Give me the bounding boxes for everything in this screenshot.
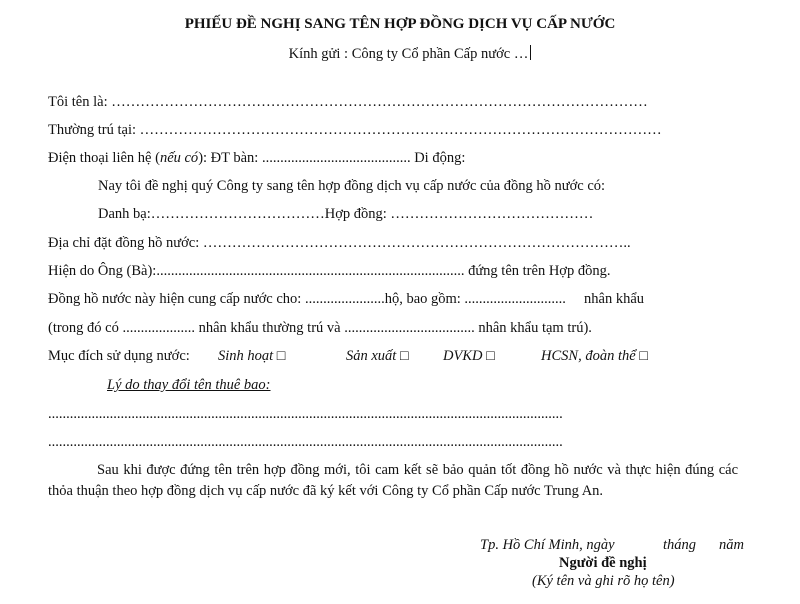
- residents-field[interactable]: (trong đó có .................... nhân khẩu thường trú và .................................... nhân khẩu tạm trú).: [48, 320, 592, 336]
- purpose-option-production[interactable]: Sản xuất □: [346, 348, 409, 364]
- reason-line-1[interactable]: ..............................................................................................................................................: [48, 406, 563, 422]
- signature-requester: Người đề nghị: [559, 555, 647, 571]
- name-field[interactable]: Tôi tên là: …………………………………………………………………………………………………: [48, 94, 648, 110]
- signature-place-date: Tp. Hồ Chí Minh, ngày: [480, 537, 615, 553]
- reason-line-2[interactable]: ..............................................................................................................................................: [48, 434, 563, 450]
- current-holder-field[interactable]: Hiện do Ông (Bà):..................................................................................... đứng tên trên Hợp đồng.: [48, 263, 611, 279]
- phone-suffix: ): ĐT bàn: ......................................... Di động:: [198, 150, 466, 166]
- phone-note: nếu có: [159, 150, 199, 166]
- phone-prefix: Điện thoại liên hệ (: [48, 150, 160, 166]
- residence-field[interactable]: Thường trú tại: ………………………………………………………………………………………………: [48, 122, 662, 138]
- commitment-paragraph: Sau khi được đứng tên trên hợp đồng mới, tôi cam kết sẽ bảo quản tốt đồng hồ nước và thực hiện đúng các thỏa thuận theo hợp đồng dịch vụ cấp nước đã ký kết với Công ty Cổ phần Cấp nước Trung An.: [48, 462, 738, 499]
- text-cursor: [530, 45, 531, 60]
- request-text: Nay tôi đề nghị quý Công ty sang tên hợp đồng dịch vụ cấp nước của đồng hồ nước có:: [98, 178, 606, 194]
- form-title: PHIẾU ĐỀ NGHỊ SANG TÊN HỢP ĐỒNG DỊCH VỤ CẤP NƯỚC: [184, 16, 616, 32]
- signature-instruction: (Ký tên và ghi rõ họ tên): [532, 573, 675, 589]
- greeting-text: Kính gửi : Công ty Cổ phần Cấp nước …: [288, 46, 529, 62]
- households-field[interactable]: Đồng hồ nước này hiện cung cấp nước cho: ......................hộ, bao gồm: ............................ nhân khẩu: [48, 291, 645, 307]
- reason-label: Lý do thay đổi tên thuê bao:: [107, 377, 271, 393]
- purpose-label: Mục đích sử dụng nước:: [48, 348, 190, 364]
- signature-year: năm: [719, 537, 744, 553]
- purpose-option-public[interactable]: HCSN, đoàn thể □: [541, 348, 649, 364]
- signature-month: tháng: [663, 537, 697, 553]
- greeting-line: [0, 45, 800, 63]
- directory-contract-field[interactable]: Danh bạ:………………………………Hợp đồng: ……………………………………: [98, 206, 594, 222]
- purpose-option-business[interactable]: DVKD □: [443, 348, 495, 364]
- purpose-option-domestic[interactable]: Sinh hoạt □: [218, 348, 286, 364]
- meter-address-field[interactable]: Địa chỉ đặt đồng hồ nước: ……………………………………………………………………………..: [48, 235, 631, 251]
- phone-field[interactable]: [48, 149, 465, 167]
